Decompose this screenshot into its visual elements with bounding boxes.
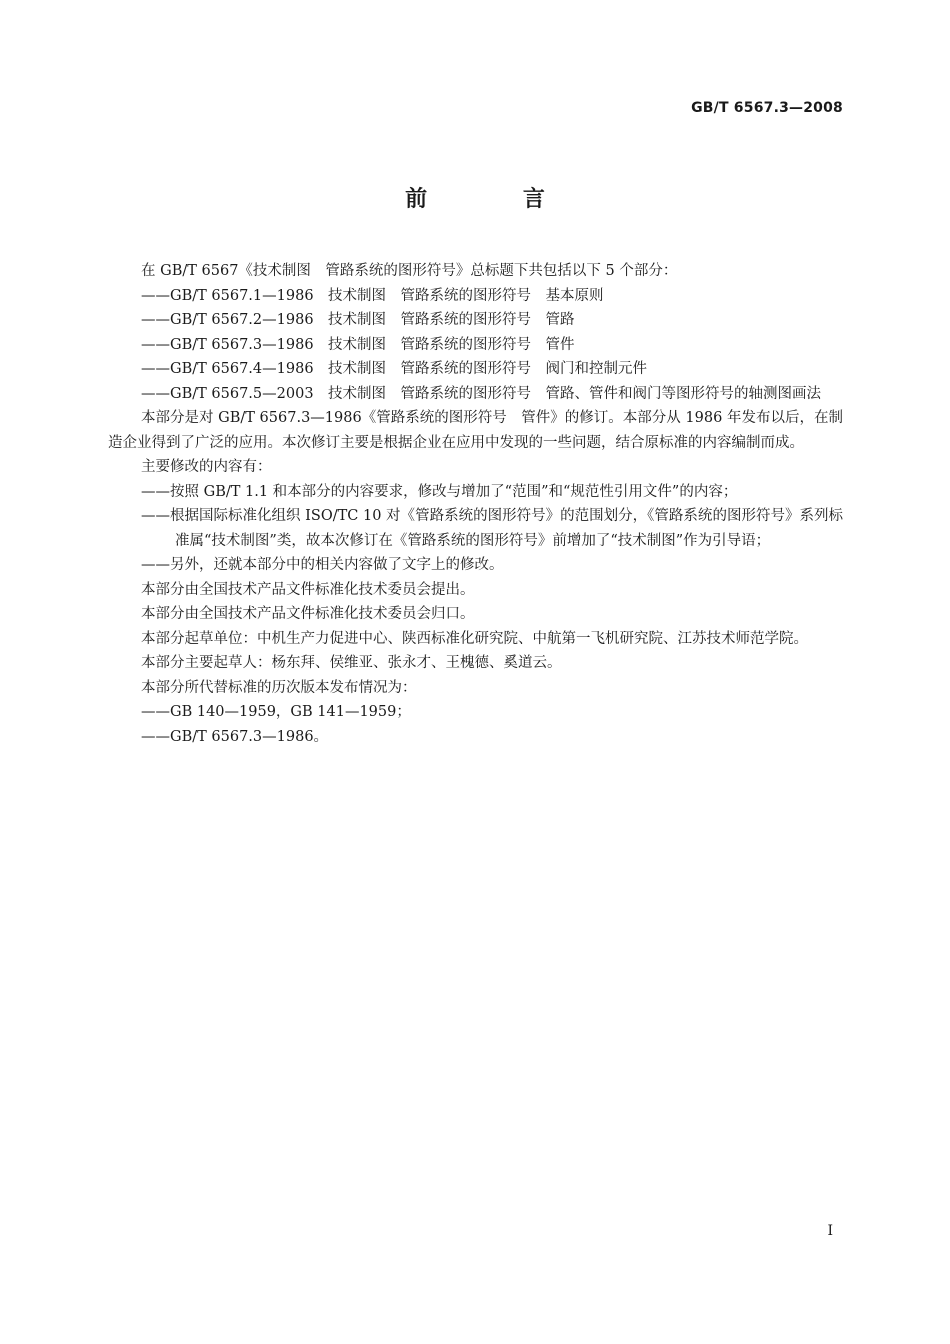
list-item-part-3: ——GB/T 6567.3—1986 技术制图 管路系统的图形符号 管件 [141,336,575,353]
page-title: 前 言 [405,187,589,212]
change-item-2: ——根据国际标准化组织 ISO/TC 10 对《管路系统的图形符号》的范围划分，《管路系统的图形符号》系列标准属“技术制图”类，故本次修订在《管路系统的图形符号》前增加了“技术制图”作为引导语； [141,508,843,549]
change-item-1: ——按照 GB/T 1.1 和本部分的内容要求，修改与增加了“范围”和“规范性引用文件”的内容； [141,483,738,500]
changes-heading: 主要修改的内容有： [141,459,272,475]
drafting-units: 本部分起草单位：中机生产力促进中心、陕西标准化研究院、中航第一飞机研究院、江苏技术师范学院。 [141,630,808,647]
list-item-part-2: ——GB/T 6567.2—1986 技术制图 管路系统的图形符号 管路 [141,312,575,328]
revision-paragraph: 本部分是对 GB/T 6567.3—1986《管路系统的图形符号 管件》的修订。本部分从 1986 年发布以后，在制造企业得到了广泛的应用。本次修订主要是根据企业在应用中发现的一些问题，结合原标准的内容编制而成。 [108,410,843,451]
page-number: I [827,1223,833,1239]
list-item-part-5: ——GB/T 6567.5—2003 技术制图 管路系统的图形符号 管路、管件和阀门等图形符号的轴测图画法 [141,385,822,402]
list-item-part-1: ——GB/T 6567.1—1986 技术制图 管路系统的图形符号 基本原则 [141,287,604,304]
list-item-part-4: ——GB/T 6567.4—1986 技术制图 管路系统的图形符号 阀门和控制元件 [141,361,648,377]
change-item-3: ——另外，还就本部分中的相关内容做了文字上的修改。 [141,557,504,573]
history-item-2: ——GB/T 6567.3—1986。 [141,728,329,745]
intro-paragraph: 在 GB/T 6567《技术制图 管路系统的图形符号》总标题下共包括以下 5 个部分： [141,263,678,279]
proposed-by: 本部分由全国技术产品文件标准化技术委员会提出。 [141,581,475,598]
history-item-1: ——GB 140—1959，GB 141—1959； [141,704,411,720]
standard-code: GB/T 6567.3—2008 [691,100,843,116]
managed-by: 本部分由全国技术产品文件标准化技术委员会归口。 [141,606,475,622]
drafters: 本部分主要起草人：杨东拜、侯维亚、张永才、王槐德、奚道云。 [141,655,562,671]
foreword-body [108,259,843,749]
history-heading: 本部分所代替标准的历次版本发布情况为： [141,679,417,696]
